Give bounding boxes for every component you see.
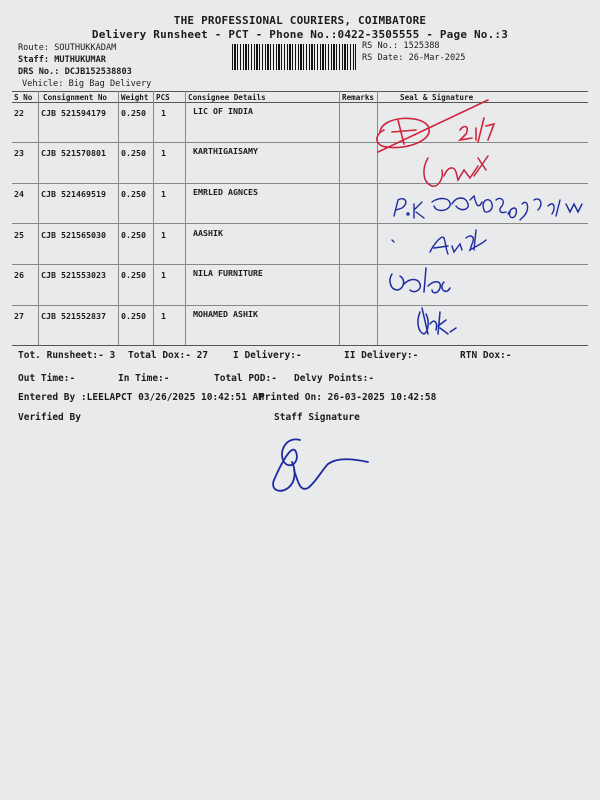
row-consignee: MOHAMED ASHIK xyxy=(193,309,258,319)
col-header-consignment: Consignment No xyxy=(43,93,108,102)
row-25-signature xyxy=(392,230,486,254)
row-consignment: CJB 521565030 xyxy=(41,230,106,240)
row-weight: 0.250 xyxy=(121,311,146,321)
row-consignment: CJB 521594179 xyxy=(41,108,106,118)
row-consignee: AASHIK xyxy=(193,228,223,238)
i-delivery: I Delivery:- xyxy=(233,350,302,361)
row-pcs: 1 xyxy=(161,311,166,321)
row-sno: 26 xyxy=(14,270,24,280)
route-label: Route: SOUTHUKKADAM xyxy=(18,43,117,53)
row-consignee: LIC OF INDIA xyxy=(193,106,253,116)
row-weight: 0.250 xyxy=(121,189,146,199)
row-pcs: 1 xyxy=(161,108,166,118)
in-time: In Time:- xyxy=(118,373,170,384)
row-pcs: 1 xyxy=(161,189,166,199)
row-consignee: EMRLED AGNCES xyxy=(193,187,258,197)
row-sno: 25 xyxy=(14,230,24,240)
row-consignment: CJB 521570801 xyxy=(41,148,106,158)
row-weight: 0.250 xyxy=(121,270,146,280)
runsheet-subtitle: Delivery Runsheet - PCT - Phone No.:0422-3505555 - Page No.:3 xyxy=(91,28,509,41)
row-sno: 24 xyxy=(14,189,24,199)
total-dox: Total Dox:- 27 xyxy=(128,350,209,361)
entered-by: Entered By :LEELAPCT 03/26/2025 10:42:51 AM xyxy=(18,392,264,403)
out-time: Out Time:- xyxy=(18,373,76,384)
row-24-signature xyxy=(394,196,582,220)
delvy-points: Delvy Points:- xyxy=(294,373,375,384)
row-consignment: CJB 521553023 xyxy=(41,270,106,280)
col-header-seal: Seal & Signature xyxy=(400,93,474,102)
vehicle-label: Vehicle: Big Bag Delivery xyxy=(22,79,152,89)
red-seal-signature xyxy=(377,100,494,152)
staff-signature-label: Staff Signature xyxy=(274,412,360,423)
printed-on: Printed On: 26-03-2025 10:42:58 xyxy=(259,392,437,403)
row-weight: 0.250 xyxy=(121,148,146,158)
col-header-remarks: Remarks xyxy=(342,93,375,102)
drs-number: DRS No.: DCJB152538803 xyxy=(18,67,132,77)
row-23-signature xyxy=(424,156,488,186)
row-26-signature xyxy=(390,268,450,293)
rs-number: RS No.: 1525388 xyxy=(362,41,440,51)
total-runsheet: Tot. Runsheet:- 3 xyxy=(18,350,116,361)
col-header-consignee: Consignee Details xyxy=(188,93,266,102)
staff-signature xyxy=(273,439,368,490)
company-title: THE PROFESSIONAL COURIERS, COIMBATORE xyxy=(173,14,427,27)
ii-delivery: II Delivery:- xyxy=(344,350,419,361)
total-pod: Total POD:- xyxy=(214,373,277,384)
row-consignee: KARTHIGAISAMY xyxy=(193,146,258,156)
row-sno: 23 xyxy=(14,148,24,158)
row-consignment: CJB 521469519 xyxy=(41,189,106,199)
verified-by: Verified By xyxy=(18,412,81,423)
col-header-pcs: PCS xyxy=(156,93,170,102)
rs-date: RS Date: 26-Mar-2025 xyxy=(362,53,466,63)
staff-label: Staff: MUTHUKUMAR xyxy=(18,55,106,65)
col-header-weight: Weight xyxy=(121,93,149,102)
rtn-dox: RTN Dox:- xyxy=(460,350,512,361)
row-sno: 22 xyxy=(14,108,24,118)
row-consignment: CJB 521552837 xyxy=(41,311,106,321)
row-pcs: 1 xyxy=(161,148,166,158)
col-header-sno: S No xyxy=(14,93,33,102)
row-weight: 0.250 xyxy=(121,108,146,118)
row-27-signature xyxy=(418,308,456,334)
row-pcs: 1 xyxy=(161,270,166,280)
row-pcs: 1 xyxy=(161,230,166,240)
row-sno: 27 xyxy=(14,311,24,321)
row-weight: 0.250 xyxy=(121,230,146,240)
row-consignee: NILA FURNITURE xyxy=(193,268,263,278)
